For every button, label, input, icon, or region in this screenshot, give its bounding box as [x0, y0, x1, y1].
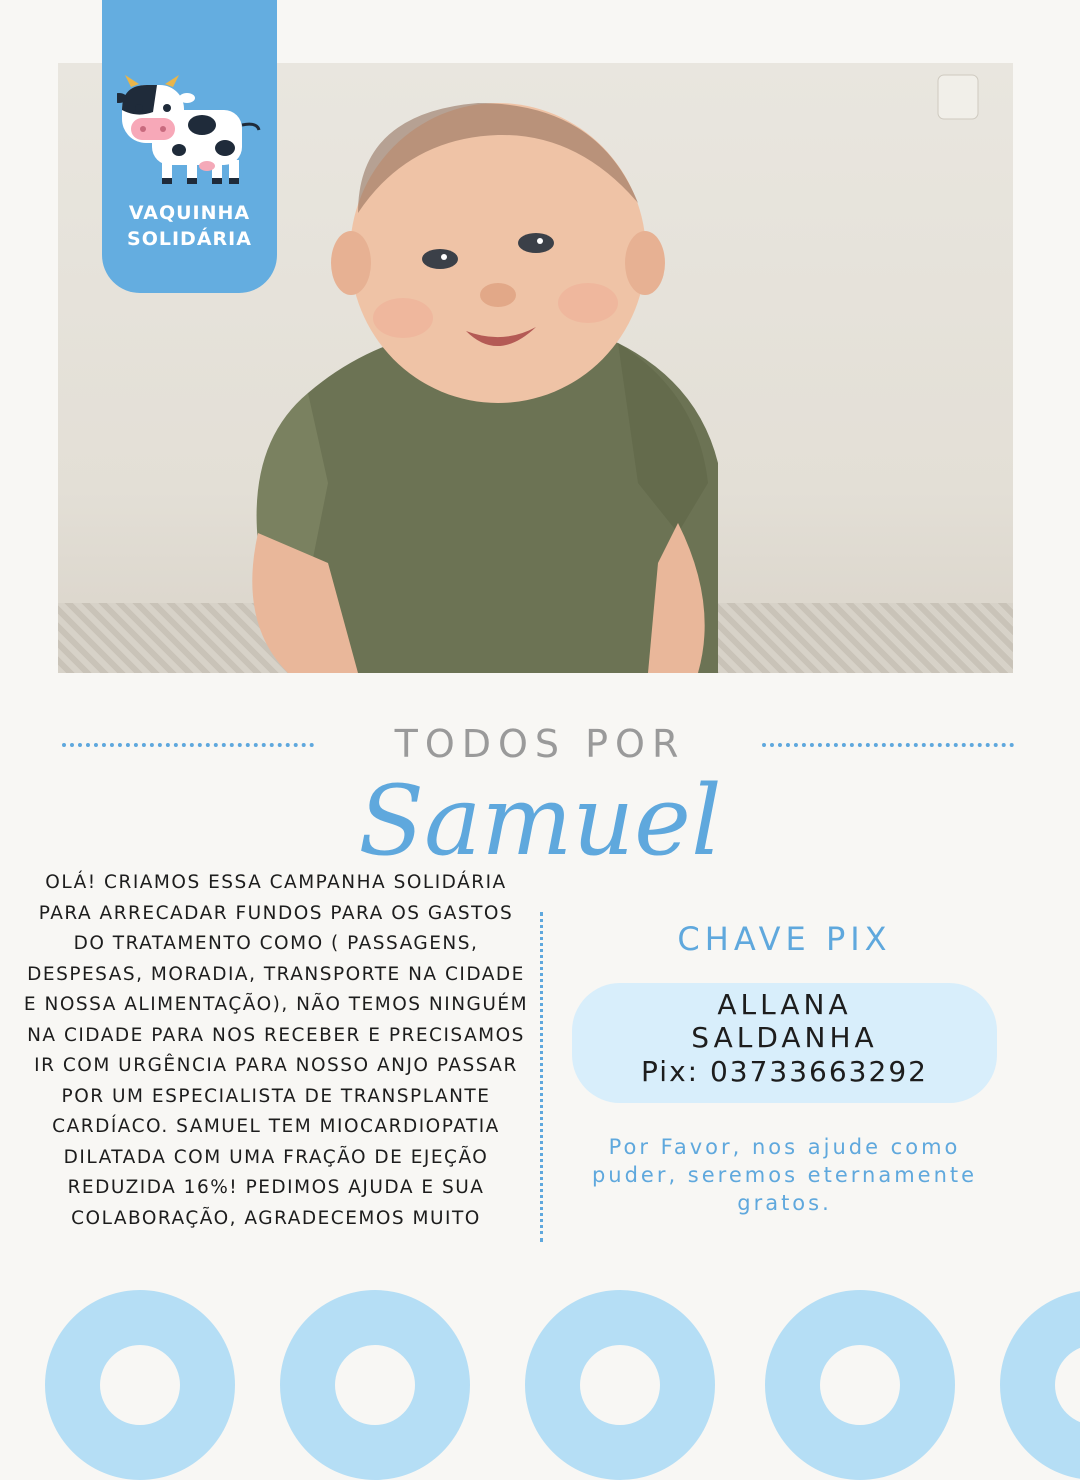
cow-icon [117, 70, 262, 190]
pix-key-box [572, 983, 997, 1103]
decorative-circle [765, 1290, 955, 1480]
heading-kicker: TODOS POR [394, 722, 686, 766]
pix-key: Pix: 03733663292 [641, 1055, 928, 1088]
vaquinha-badge [102, 0, 277, 293]
pix-recipient-name-line1: ALLANA [717, 988, 852, 1021]
pix-recipient-name-line2: SALDANHA [691, 1021, 878, 1054]
pix-recipient-name [572, 988, 997, 1054]
heading-name: Samuel [358, 765, 722, 877]
decorative-circle [280, 1290, 470, 1480]
decorative-circle [45, 1290, 235, 1480]
campaign-message: OLÁ! CRIAMOS ESSA CAMPANHA SOLIDÁRIA PARA ARRECADAR FUNDOS PARA OS GASTOS DO TRATAMENTO COMO ( PASSAGENS, DESPESAS, MORADIA, TRANSPORTE NA CIDADE E NOSSA ALIMENTAÇÃO), NÃO TEMOS NINGUÉM NA CIDADE PARA NOS RECEBER E PRECISAMOS IR COM URGÊNCIA PARA NOSSO ANJO PASSAR POR UM ESPECIALISTA DE TRANSPLANTE CARDÍACO. SAMUEL TEM MIOCARDIOPATIA DILATADA COM UMA FRAÇÃO DE EJEÇÃO REDUZIDA 16%! PEDIMOS AJUDA E SUA COLABORAÇÃO, AGRADECEMOS MUITO [23, 872, 529, 1229]
vertical-dotted-divider [540, 912, 543, 1242]
thanks-message: Por Favor, nos ajude como puder, seremos eternamente gratos. [591, 1135, 978, 1215]
badge-label-line1: VAQUINHA [128, 202, 251, 224]
badge-label-line2: SOLIDÁRIA [127, 228, 252, 250]
pix-title: CHAVE PIX [677, 920, 892, 958]
decorative-circle [1000, 1290, 1080, 1480]
badge-label [102, 200, 277, 252]
decorative-circle [525, 1290, 715, 1480]
